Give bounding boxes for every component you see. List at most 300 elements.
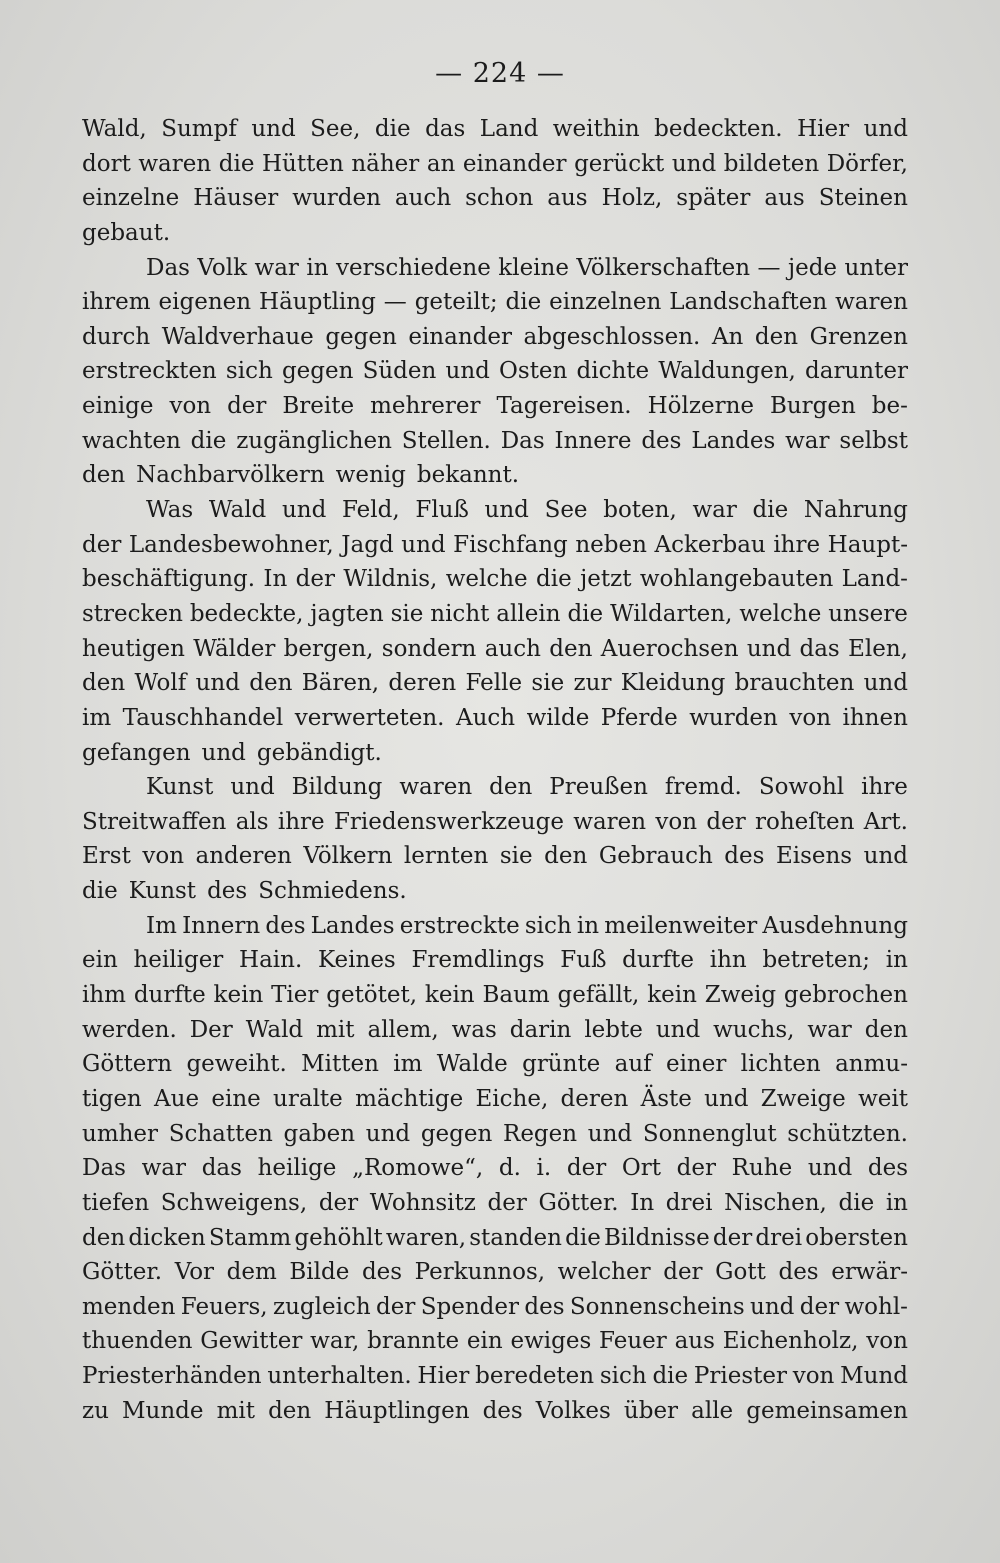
word: Fischfang [453, 531, 568, 558]
word: Waldungen, [658, 358, 796, 385]
word: Götter. [82, 1259, 163, 1286]
word: See, [310, 116, 361, 142]
text-line [82, 562, 908, 597]
word: in [885, 947, 908, 974]
word: Hain. [239, 947, 303, 974]
word: waren [835, 289, 908, 316]
word: durch [82, 323, 151, 350]
word: Haupt- [827, 531, 908, 558]
word: in [576, 912, 600, 939]
word: einer [665, 1051, 727, 1078]
word: ihre [861, 774, 908, 801]
word: abgeschlossen. [523, 323, 701, 350]
word: verwerteten. [294, 704, 445, 731]
word: drei [665, 1189, 713, 1216]
word: ein [466, 1328, 503, 1355]
word: Nachbarvölkern [136, 462, 325, 489]
word: Hier [797, 116, 850, 142]
word: und [281, 497, 327, 524]
word: und [750, 1293, 795, 1320]
word: den [249, 670, 293, 697]
word: grünte [522, 1051, 601, 1078]
word: Was [146, 497, 194, 524]
word: Baum [482, 982, 550, 1009]
word: in [306, 254, 329, 281]
text-line [82, 1013, 908, 1048]
word: In [630, 1189, 655, 1216]
word: Regen [503, 1120, 578, 1147]
paragraph [82, 909, 908, 1429]
word: des [265, 912, 306, 939]
paragraph [82, 770, 908, 909]
word: und [863, 116, 908, 142]
word: Waldverhaue [161, 323, 314, 350]
word: Hölzerne [647, 393, 754, 420]
word: die [652, 1363, 689, 1390]
word: Keines [317, 947, 396, 974]
text-line [82, 909, 908, 944]
word: meilenweiter [604, 912, 758, 939]
word: und [201, 739, 246, 766]
text-line [82, 216, 908, 251]
text-line [82, 1047, 908, 1082]
word: fremd. [664, 774, 742, 801]
word: Hütten [261, 150, 344, 177]
word: Wald [208, 497, 267, 524]
word: war [785, 427, 830, 454]
word: wenig [335, 462, 406, 489]
word: später [676, 185, 751, 212]
word: bekannt. [416, 462, 520, 489]
word: den [82, 1224, 126, 1251]
word: der [712, 1224, 753, 1251]
word: über [623, 1397, 679, 1424]
word: Fremdlings [411, 947, 545, 974]
word: Felle [465, 670, 523, 697]
word: war [692, 497, 737, 524]
text-line [82, 458, 908, 493]
text-line [82, 666, 908, 701]
word: den [268, 1397, 312, 1424]
word: ihre [773, 531, 821, 558]
word: eine [211, 1085, 261, 1112]
word: Süden [362, 358, 437, 385]
word: — [757, 254, 781, 281]
word: Landes [310, 912, 395, 939]
word: der [706, 808, 746, 835]
word: Munde [122, 1397, 204, 1424]
word: von [142, 843, 185, 870]
word: in [885, 1189, 908, 1216]
word: waren, [385, 1224, 467, 1251]
word: Nischen, [724, 1189, 827, 1216]
word: der [82, 531, 122, 558]
word: nicht [430, 600, 490, 627]
word: zur [573, 670, 612, 697]
text-line [82, 285, 908, 320]
word: im [393, 1051, 423, 1078]
word: einzelne [82, 185, 180, 212]
word: der [663, 1259, 703, 1286]
word: ewiges [510, 1328, 592, 1355]
word: und [251, 116, 296, 142]
word: drei [755, 1224, 803, 1251]
word: unter [844, 254, 908, 281]
word: von [866, 1328, 908, 1355]
word: die [565, 1224, 601, 1251]
word: Eiche, [475, 1085, 549, 1112]
word: thuenden [82, 1328, 193, 1355]
word: von [169, 393, 212, 420]
text-line [82, 424, 908, 459]
text-line [82, 736, 908, 771]
word: Nahrung [803, 497, 908, 524]
word: und [863, 843, 908, 870]
word: gerückt [574, 150, 665, 177]
word: einander [408, 323, 512, 350]
word: Tier [271, 982, 319, 1009]
word: uralte [273, 1085, 343, 1112]
word: Land [479, 116, 539, 142]
word: die [752, 497, 789, 524]
word: der [295, 566, 336, 593]
word: wilde [526, 704, 590, 731]
word: erstreckten [82, 358, 217, 385]
word: einzelnen [549, 289, 662, 316]
word: das [425, 116, 466, 142]
word: dort [82, 150, 131, 177]
word: als [235, 808, 269, 835]
text-line [82, 805, 908, 840]
word: und [746, 635, 792, 662]
word: Preußen [549, 774, 648, 801]
word: ihre [277, 808, 325, 835]
word: der [487, 1189, 527, 1216]
word: und [807, 1155, 853, 1182]
word: dichte [576, 358, 650, 385]
word: weithin [552, 116, 640, 142]
paragraph [82, 493, 908, 770]
word: Äste [640, 1085, 692, 1112]
word: be- [871, 393, 908, 420]
text-line [82, 1117, 908, 1152]
word: des [778, 1259, 819, 1286]
word: mit [316, 1016, 355, 1043]
word: waren [138, 150, 212, 177]
word: lebte [584, 1016, 643, 1043]
word: Der [189, 1016, 233, 1043]
word: Jagd [341, 531, 394, 558]
text-line [82, 770, 908, 805]
word: einige [82, 393, 154, 420]
word: welche [739, 600, 822, 627]
word: „Romowe“, [352, 1155, 484, 1182]
word: wohlangebauten [639, 566, 834, 593]
word: Feuers, [180, 1293, 268, 1320]
word: Götter. [538, 1189, 619, 1216]
word: deren [388, 670, 457, 697]
word: den [549, 635, 593, 662]
word: zugleich [273, 1293, 371, 1320]
text-line [82, 632, 908, 667]
word: An [711, 323, 744, 350]
word: bedeckten. [654, 116, 783, 142]
word: dicken [128, 1224, 206, 1251]
word: Ruhe [731, 1155, 793, 1182]
word: Elen, [848, 635, 908, 662]
word: werden. [82, 1016, 177, 1043]
body-text [82, 112, 908, 1428]
word: Volkes [535, 1397, 611, 1424]
word: auch [394, 185, 452, 212]
word: jagten [310, 600, 384, 627]
word: dem [226, 1259, 277, 1286]
word: durfte [133, 982, 206, 1009]
word: bergen, [283, 635, 374, 662]
word: Osten [499, 358, 568, 385]
word: Auch [455, 704, 516, 731]
word: mächtige [355, 1085, 464, 1112]
word: Spender [420, 1293, 519, 1320]
word: der [799, 1293, 840, 1320]
word: wurden [292, 185, 381, 212]
word: welche [445, 566, 528, 593]
word: Sonnenglut [642, 1120, 777, 1147]
word: an [426, 150, 456, 177]
word: Mitten [301, 1051, 379, 1078]
word: von [792, 1363, 835, 1390]
word: kein [213, 982, 264, 1009]
word: und [195, 670, 240, 697]
word: gaben [283, 1120, 356, 1147]
word: Steinen [818, 185, 908, 212]
word: des [724, 843, 765, 870]
word: gebändigt. [256, 739, 382, 766]
word: Sowohl [758, 774, 845, 801]
word: Bilde [289, 1259, 350, 1286]
word: erstreckte [399, 912, 520, 939]
word: Kunst [128, 878, 197, 905]
word: brauchten [734, 670, 855, 697]
word: deren [560, 1085, 629, 1112]
word: Wohnsitz [369, 1189, 476, 1216]
word: Vor [174, 1259, 215, 1286]
word: gegen [325, 323, 397, 350]
paragraph [82, 112, 908, 251]
word: alle [691, 1397, 734, 1424]
word: die [218, 150, 255, 177]
word: Fluß [415, 497, 469, 524]
text-line [82, 839, 908, 874]
word: bedeckte, [189, 600, 304, 627]
word: und [587, 1120, 633, 1147]
word: ein [82, 947, 118, 974]
word: lernten [403, 843, 489, 870]
word: i. [536, 1155, 552, 1182]
word: tigen [82, 1085, 142, 1112]
word: wachten [82, 427, 181, 454]
word: brannte [367, 1328, 460, 1355]
word: aus [764, 185, 805, 212]
word: Im [146, 912, 177, 939]
text-line [82, 1324, 908, 1359]
word: war [254, 254, 299, 281]
word: neben [575, 531, 647, 558]
word: eigenen [158, 289, 252, 316]
word: gemeinsamen [746, 1397, 908, 1424]
word: boten, [603, 497, 677, 524]
page-number: — 224 — [435, 58, 565, 89]
word: Schmiedens. [258, 878, 407, 905]
word: Häuser [193, 185, 279, 212]
word: und [704, 1085, 749, 1112]
word: aus [674, 1328, 715, 1355]
word: Pferde [600, 704, 678, 731]
word: gefangen [82, 739, 191, 766]
word: Schatten [168, 1120, 273, 1147]
word: mehrerer [370, 393, 481, 420]
text-line [82, 943, 908, 978]
word: Wolf [134, 670, 187, 697]
word: Innern [182, 912, 261, 939]
word: Walde [436, 1051, 508, 1078]
word: geweiht. [186, 1051, 287, 1078]
word: Landschaften [669, 289, 828, 316]
word: verschiedene [336, 254, 491, 281]
text-line [82, 1221, 908, 1256]
word: Mund [840, 1363, 908, 1390]
word: Grenzen [809, 323, 908, 350]
text-line [82, 1186, 908, 1221]
word: die [505, 289, 542, 316]
word: sondern [381, 635, 477, 662]
word: erwär- [831, 1259, 908, 1286]
word: Wildarten, [610, 600, 733, 627]
word: Bären, [301, 670, 380, 697]
word: — [383, 289, 407, 316]
word: Art. [863, 808, 908, 835]
word: Friedenswerkzeuge [333, 808, 564, 835]
word: sie [499, 843, 533, 870]
word: Schweigens, [160, 1189, 308, 1216]
word: Kleidung [620, 670, 726, 697]
word: Feld, [341, 497, 400, 524]
word: der [376, 1293, 416, 1320]
word: Das [146, 254, 190, 281]
text-line [82, 1290, 908, 1325]
word: Fuß [560, 947, 607, 974]
word: war, [310, 1328, 360, 1355]
word: und [230, 774, 275, 801]
text-line [82, 147, 908, 182]
word: Holz, [601, 185, 663, 212]
word: ihm [82, 982, 126, 1009]
word: zu [82, 1397, 109, 1424]
word: anderen [195, 843, 292, 870]
word: wurden [689, 704, 778, 731]
text-line [82, 1255, 908, 1290]
word: Erst [82, 843, 131, 870]
text-line [82, 1359, 908, 1394]
word: die [567, 600, 604, 627]
word: aus [547, 185, 588, 212]
word: waren [573, 808, 647, 835]
word: das [799, 635, 840, 662]
text-line [82, 389, 908, 424]
word: waren [399, 774, 473, 801]
word: d. [498, 1155, 521, 1182]
word: Das [82, 1155, 126, 1182]
word: Eichenholz, [722, 1328, 859, 1355]
word: Aue [154, 1085, 200, 1112]
word: getötet, [326, 982, 418, 1009]
word: Eisens [775, 843, 853, 870]
word: sich [599, 1363, 647, 1390]
word: selbst [839, 427, 908, 454]
word: Gott [715, 1259, 766, 1286]
word: betreten; [762, 947, 871, 974]
word: gebaut. [82, 219, 171, 246]
word: strecken [82, 600, 183, 627]
word: schützten. [787, 1120, 908, 1147]
text-line [82, 874, 908, 909]
word: Göttern [82, 1051, 173, 1078]
word: Völkern [303, 843, 393, 870]
word: Volk [197, 254, 248, 281]
word: ihrem [82, 289, 151, 316]
word: ihn [709, 947, 747, 974]
word: die [82, 878, 118, 905]
word: und [401, 531, 446, 558]
word: jede [787, 254, 838, 281]
word: darunter [805, 358, 908, 385]
word: darin [509, 1016, 572, 1043]
word: Priester [693, 1363, 787, 1390]
word: Sonnenscheins [569, 1293, 745, 1320]
word: heutigen [82, 635, 185, 662]
text-line [82, 1394, 908, 1429]
word: Streitwaffen [82, 808, 227, 835]
word: kein [647, 982, 697, 1009]
word: Ort [621, 1155, 661, 1182]
word: Tauschhandel [122, 704, 284, 731]
word: auf [614, 1051, 652, 1078]
word: sich [225, 358, 273, 385]
word: geteilt; [414, 289, 498, 316]
word: gehöhlt [294, 1224, 383, 1251]
word: das [201, 1155, 242, 1182]
word: welcher [557, 1259, 651, 1286]
word: wuchs, [713, 1016, 795, 1043]
word: und [365, 1120, 411, 1147]
word: standen [469, 1224, 562, 1251]
word: des [207, 878, 248, 905]
word: Das [500, 427, 545, 454]
text-line [82, 597, 908, 632]
word: des [641, 427, 682, 454]
word: tiefen [82, 1189, 150, 1216]
word: jetzt [580, 566, 632, 593]
word: unsere [828, 600, 908, 627]
word: Wald, [82, 116, 147, 142]
text-line [82, 320, 908, 355]
word: Stamm [208, 1224, 292, 1251]
text-line [82, 1082, 908, 1117]
word: den [82, 462, 126, 489]
word: menden [82, 1293, 176, 1320]
word: roheſten [755, 808, 855, 835]
word: Gewitter [200, 1328, 303, 1355]
